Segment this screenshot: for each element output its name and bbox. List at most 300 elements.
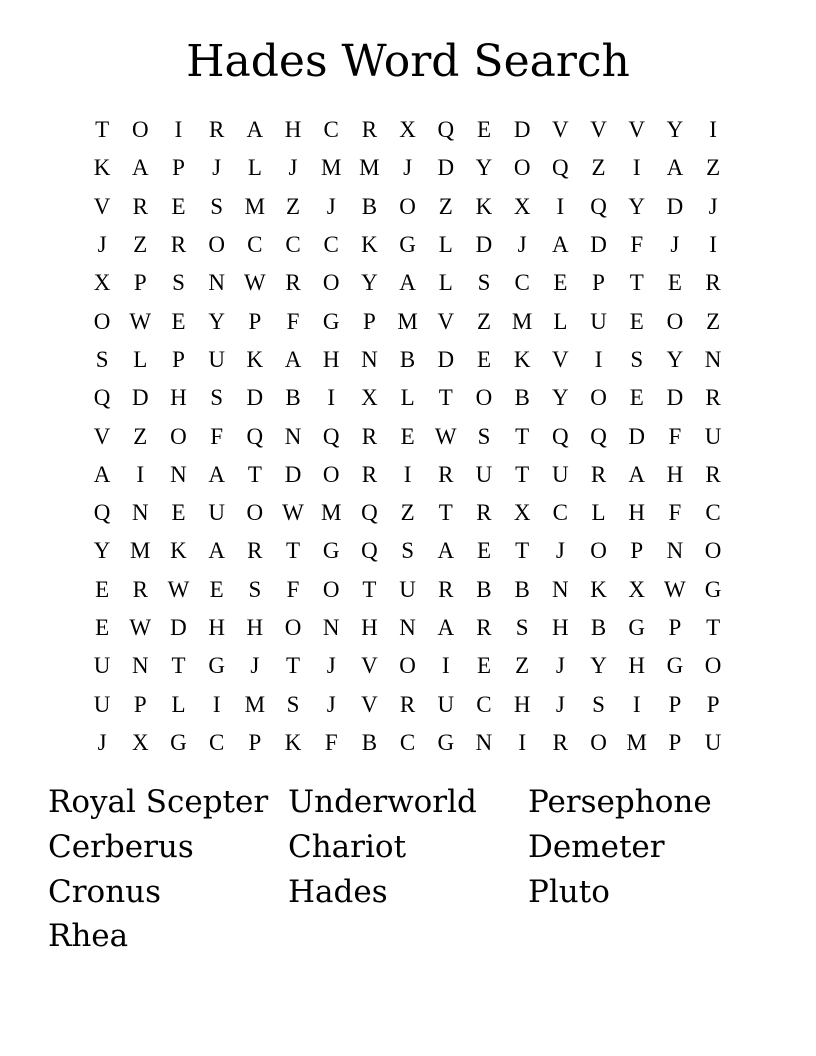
grid-letter: N (131, 653, 149, 679)
grid-letter: R (552, 729, 569, 755)
grid-letter: U (552, 461, 569, 487)
grid-letter: B (514, 385, 530, 411)
grid-letter: I (594, 346, 603, 372)
grid-letter: A (246, 117, 264, 143)
grid-letter: O (590, 729, 607, 755)
grid-letter: D (513, 117, 531, 143)
grid-letter: Y (666, 117, 684, 143)
grid-letter: C (208, 729, 225, 755)
grid-letter: Z (400, 500, 415, 526)
grid-letter: Y (590, 653, 607, 679)
grid-letter: N (322, 615, 340, 640)
grid-letter: S (401, 538, 414, 564)
grid-letter: Q (590, 423, 607, 449)
grid-letter: P (172, 346, 185, 372)
grid-letter: G (666, 653, 684, 679)
grid-letter: O (704, 538, 722, 564)
grid-letter: E (476, 653, 491, 679)
grid-letter: U (475, 461, 493, 487)
grid-letter: P (592, 270, 605, 296)
grid-letter: Q (93, 500, 111, 526)
grid-letter: W (434, 423, 457, 449)
grid-letter: B (361, 193, 378, 219)
grid-letter: R (132, 193, 148, 219)
grid-letter: D (666, 193, 684, 219)
grid-letter: H (170, 385, 187, 411)
grid-letter: E (629, 385, 644, 411)
grid-letter: L (591, 500, 606, 526)
grid-letter: R (399, 691, 416, 717)
grid-letter: F (668, 423, 682, 449)
grid-letter: S (95, 346, 109, 372)
grid-letter: E (629, 308, 644, 334)
grid-letter: D (131, 385, 149, 411)
word-list-item: Royal Scepter (48, 784, 269, 820)
grid-letter: Z (438, 193, 453, 219)
grid-letter: I (632, 155, 641, 181)
grid-letter: K (475, 193, 493, 219)
grid-letter: D (475, 232, 493, 258)
grid-letter: U (590, 308, 607, 334)
grid-letter: B (590, 615, 607, 640)
grid-letter: S (592, 691, 605, 717)
grid-letter: W (282, 500, 304, 526)
grid-letter: Y (666, 346, 684, 372)
grid-letter: X (361, 385, 378, 411)
grid-letter: E (667, 270, 682, 296)
grid-letter: P (248, 729, 262, 755)
grid-letter: D (170, 615, 187, 640)
grid-letter: E (553, 270, 568, 296)
grid-letter: F (286, 308, 300, 334)
grid-letter: A (437, 538, 455, 564)
grid-letter: R (361, 423, 378, 449)
grid-letter: B (476, 576, 492, 602)
grid-letter: X (628, 576, 646, 602)
grid-letter: J (708, 193, 718, 219)
grid-letter: O (590, 385, 607, 411)
grid-letter: E (95, 615, 110, 640)
grid-letter: S (515, 615, 529, 640)
grid-letter: Z (706, 308, 721, 334)
grid-letter: O (246, 500, 264, 526)
grid-letter: J (555, 653, 565, 679)
grid-letter: C (399, 729, 416, 755)
grid-letter: O (284, 615, 302, 640)
grid-row (83, 571, 733, 609)
grid-letter: V (93, 423, 111, 449)
grid-letter: H (246, 615, 264, 640)
grid-letter: D (246, 385, 264, 411)
grid-letter: F (630, 232, 644, 258)
grid-letter: Y (361, 270, 378, 296)
grid-letter: K (513, 346, 531, 372)
grid-letter: A (131, 155, 149, 181)
grid-letter: T (629, 270, 644, 296)
grid-letter: U (208, 500, 225, 526)
grid-letter: Z (286, 193, 301, 219)
grid-letter: W (167, 576, 190, 602)
grid-letter: L (553, 308, 568, 334)
grid-letter: M (511, 308, 533, 334)
grid-letter: C (247, 232, 263, 258)
grid-letter: E (171, 500, 186, 526)
grid-letter: G (322, 538, 340, 564)
grid-letter: G (208, 653, 225, 679)
grid-letter: E (209, 576, 224, 602)
grid-letter: S (210, 385, 224, 411)
grid-letter: E (476, 346, 491, 372)
grid-letter: Z (133, 423, 148, 449)
grid-letter: Y (552, 385, 569, 411)
grid-letter: V (361, 691, 378, 717)
grid-letter: W (243, 270, 266, 296)
grid-letter: P (363, 308, 376, 334)
grid-letter: O (666, 308, 684, 334)
grid-letter: A (628, 461, 646, 487)
grid-letter: O (513, 155, 531, 181)
grid-letter: E (400, 423, 415, 449)
grid-letter: D (284, 461, 302, 487)
grid-letter: S (630, 346, 644, 372)
grid-letter: U (208, 346, 225, 372)
grid-letter: N (475, 729, 493, 755)
grid-row (83, 226, 733, 264)
grid-letter: K (590, 576, 607, 602)
grid-letter: M (397, 308, 418, 334)
grid-letter: G (322, 308, 340, 334)
grid-row (83, 724, 733, 762)
grid-letter: L (171, 691, 186, 717)
grid-letter: Y (93, 538, 111, 564)
grid-letter: Q (361, 500, 378, 526)
grid-letter: H (628, 500, 646, 526)
grid-letter: J (555, 691, 565, 717)
grid-letter: X (513, 193, 531, 219)
grid-letter: S (477, 270, 491, 296)
grid-letter: O (399, 193, 416, 219)
grid-letter: C (323, 117, 339, 143)
grid-letter: Z (515, 653, 530, 679)
grid-letter: M (244, 193, 266, 219)
grid-letter: M (244, 691, 266, 717)
grid-letter: Q (246, 423, 264, 449)
grid-letter: H (208, 615, 225, 640)
grid-letter: Z (706, 155, 721, 181)
grid-letter: O (170, 423, 187, 449)
grid-letter: O (208, 232, 225, 258)
grid-letter: T (515, 538, 530, 564)
grid-row (83, 264, 733, 302)
grid-letter: J (326, 653, 336, 679)
grid-letter: L (247, 155, 262, 181)
grid-letter: A (208, 461, 225, 487)
grid-letter: W (129, 615, 152, 640)
grid-letter: X (93, 270, 111, 296)
grid-letter: I (136, 461, 145, 487)
grid-letter: K (284, 729, 302, 755)
grid-letter: J (670, 232, 680, 258)
grid-letter: C (285, 232, 301, 258)
grid-letter: N (361, 346, 378, 372)
grid-letter: U (437, 691, 455, 717)
grid-letter: E (171, 193, 186, 219)
grid-letter: J (250, 653, 260, 679)
grid-letter: K (93, 155, 111, 181)
grid-letter: A (284, 346, 302, 372)
grid-letter: U (399, 576, 416, 602)
page-title: Hades Word Search (186, 36, 630, 87)
grid-letter: E (476, 117, 491, 143)
grid-letter: H (552, 615, 569, 640)
grid-letter: O (399, 653, 416, 679)
grid-letter: K (170, 538, 187, 564)
grid-letter: C (552, 500, 569, 526)
grid-letter: T (286, 653, 301, 679)
word-list-item: Underworld (288, 784, 477, 820)
grid-letter: P (668, 691, 682, 717)
grid-letter: Q (552, 155, 569, 181)
grid-letter: J (212, 155, 222, 181)
grid-letter: O (322, 270, 340, 296)
grid-letter: H (666, 461, 684, 487)
grid-letter: A (437, 615, 455, 640)
grid-letter: P (248, 308, 262, 334)
grid-letter: S (248, 576, 262, 602)
grid-letter: P (133, 270, 147, 296)
grid-letter: R (476, 500, 492, 526)
grid-letter: I (709, 232, 717, 258)
grid-letter: M (130, 538, 151, 564)
grid-letter: J (403, 155, 413, 181)
grid-letter: K (361, 232, 378, 258)
grid-letter: S (286, 691, 300, 717)
grid-letter: F (668, 500, 682, 526)
grid-letter: O (93, 308, 111, 334)
word-list-item: Demeter (528, 828, 665, 865)
grid-letter: D (437, 155, 455, 181)
grid-letter: R (247, 538, 263, 564)
grid-letter: L (400, 385, 415, 411)
grid-letter: R (705, 461, 721, 487)
grid-letter: S (172, 270, 185, 296)
grid-letter: F (324, 729, 338, 755)
grid-letter: P (668, 615, 682, 640)
grid-letter: D (628, 423, 646, 449)
grid-letter: G (628, 615, 646, 640)
grid-letter: P (133, 691, 147, 717)
word-list-item: Cronus (48, 873, 162, 910)
grid-letter: G (399, 232, 416, 258)
grid-letter: A (93, 461, 111, 487)
grid-letter: H (322, 346, 340, 372)
grid-letter: J (326, 691, 336, 717)
grid-letter: X (131, 729, 149, 755)
grid-letter: R (438, 576, 454, 602)
grid-letter: A (666, 155, 684, 181)
word-list (48, 780, 788, 959)
grid-letter: I (556, 193, 565, 219)
grid-letter: I (709, 117, 717, 143)
grid-letter: Q (361, 538, 378, 564)
grid-letter: M (359, 155, 380, 181)
grid-row (83, 379, 733, 417)
grid-letter: Y (475, 155, 493, 181)
grid-letter: W (664, 576, 686, 602)
grid-letter: X (513, 500, 531, 526)
grid-letter: V (628, 117, 646, 143)
grid-letter: N (704, 346, 722, 372)
grid-letter: D (666, 385, 684, 411)
grid-letter: O (322, 576, 340, 602)
grid-letter: V (361, 653, 378, 679)
grid-row (83, 609, 733, 647)
grid-letter: H (628, 653, 646, 679)
grid-letter: C (323, 232, 339, 258)
grid-letter: M (626, 729, 647, 755)
grid-letter: P (668, 729, 682, 755)
grid-row (83, 188, 733, 226)
grid-letter: Q (590, 193, 607, 219)
grid-letter: T (362, 576, 377, 602)
grid-row (83, 417, 733, 455)
grid-letter: Q (437, 117, 455, 143)
grid-letter: T (438, 500, 453, 526)
grid-letter: G (170, 729, 187, 755)
grid-letter: H (513, 691, 531, 717)
grid-letter: R (705, 270, 721, 296)
grid-row (83, 341, 733, 379)
grid-row (83, 456, 733, 494)
grid-letter: T (438, 385, 453, 411)
grid-letter: R (590, 461, 607, 487)
grid-letter: Z (591, 155, 606, 181)
grid-letter: B (399, 346, 416, 372)
grid-letter: O (131, 117, 149, 143)
grid-letter: T (171, 653, 186, 679)
grid-letter: L (133, 346, 148, 372)
grid-letter: D (437, 346, 455, 372)
grid-row (83, 647, 733, 685)
grid-letter: C (476, 691, 492, 717)
grid-row (83, 494, 733, 532)
grid-letter: V (552, 117, 569, 143)
grid-letter: J (97, 232, 107, 258)
grid-letter: U (704, 423, 722, 449)
grid-letter: Q (552, 423, 569, 449)
grid-letter: I (327, 385, 336, 411)
grid-letter: G (437, 729, 455, 755)
grid-letter: P (630, 538, 644, 564)
grid-letter: J (326, 193, 336, 219)
grid-letter: Y (628, 193, 646, 219)
grid-letter: Z (133, 232, 148, 258)
grid-letter: P (706, 691, 720, 717)
grid-letter: S (210, 193, 224, 219)
grid-letter: I (518, 729, 526, 755)
grid-letter: H (361, 615, 378, 640)
grid-letter: R (132, 576, 148, 602)
grid-letter: F (210, 423, 224, 449)
grid-letter: V (590, 117, 607, 143)
grid-letter: O (475, 385, 493, 411)
grid-letter: O (590, 538, 607, 564)
grid-letter: I (441, 653, 450, 679)
grid-letter: R (208, 117, 225, 143)
grid-letter: N (131, 500, 149, 526)
grid-letter: A (208, 538, 225, 564)
grid-letter: C (514, 270, 530, 296)
grid-row (83, 111, 733, 149)
grid-letter: T (515, 461, 530, 487)
grid-letter: U (704, 729, 722, 755)
grid-letter: C (705, 500, 721, 526)
grid-letter: Q (93, 385, 111, 411)
word-list-item: Pluto (528, 873, 610, 910)
grid-letter: R (705, 385, 721, 411)
grid-letter: N (208, 270, 225, 296)
grid-letter: A (552, 232, 569, 258)
grid-letter: T (286, 538, 301, 564)
grid-letter: P (172, 155, 185, 181)
grid-row (83, 149, 733, 187)
word-list-item: Persephone (528, 784, 712, 820)
letter-grid (83, 111, 733, 762)
grid-letter: N (284, 423, 302, 449)
grid-letter: I (403, 461, 412, 487)
grid-letter: R (361, 461, 378, 487)
grid-letter: R (438, 461, 454, 487)
grid-letter: N (170, 461, 187, 487)
grid-letter: J (555, 538, 565, 564)
grid-letter: G (704, 576, 722, 602)
grid-letter: X (399, 117, 416, 143)
grid-letter: N (552, 576, 569, 602)
grid-letter: U (93, 653, 111, 679)
grid-letter: M (320, 155, 342, 181)
grid-letter: R (476, 615, 492, 640)
grid-letter: J (97, 729, 107, 755)
grid-letter: R (170, 232, 187, 258)
word-list-item: Rhea (48, 918, 129, 955)
grid-letter: Z (476, 308, 491, 334)
grid-letter: I (632, 691, 641, 717)
grid-letter: J (288, 155, 298, 181)
grid-letter: L (438, 232, 453, 258)
grid-letter: I (212, 691, 221, 717)
grid-letter: E (95, 576, 110, 602)
grid-letter: B (285, 385, 301, 411)
grid-letter: V (93, 193, 111, 219)
grid-letter: B (514, 576, 530, 602)
grid-row (83, 532, 733, 570)
grid-letter: R (285, 270, 301, 296)
grid-letter: V (437, 308, 455, 334)
grid-letter: M (320, 500, 342, 526)
grid-letter: U (93, 691, 111, 717)
grid-letter: N (399, 615, 416, 640)
grid-letter: E (476, 538, 491, 564)
grid-letter: I (174, 117, 183, 143)
grid-letter: R (361, 117, 378, 143)
word-list-item: Cerberus (48, 828, 194, 865)
grid-letter: H (284, 117, 302, 143)
grid-letter: Q (322, 423, 340, 449)
grid-letter: N (666, 538, 684, 564)
grid-letter: B (361, 729, 378, 755)
grid-letter: D (590, 232, 607, 258)
grid-letter: A (399, 270, 416, 296)
